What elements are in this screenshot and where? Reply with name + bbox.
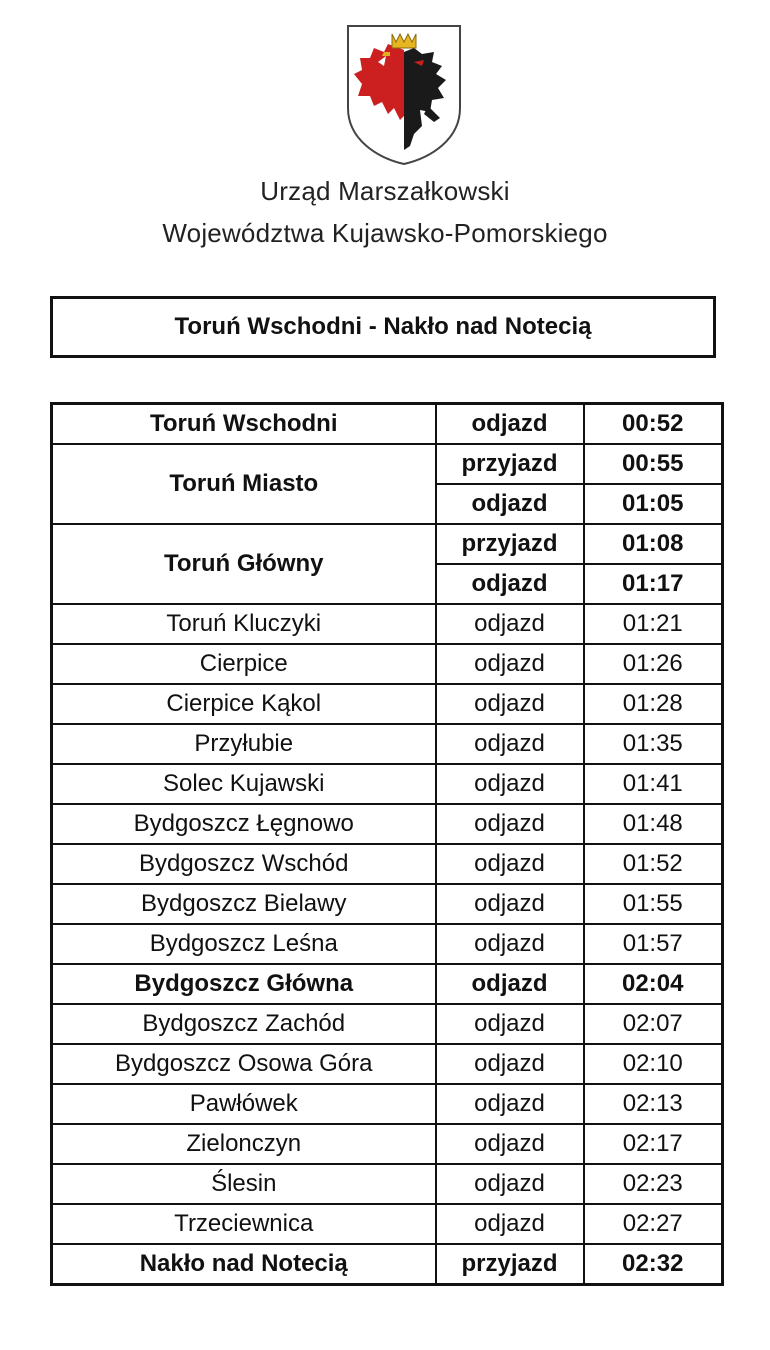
station-name: Toruń Główny: [52, 524, 436, 604]
office-name-line1: Urząd Marszałkowski: [260, 176, 510, 206]
table-row: [52, 1244, 723, 1285]
event-type: odjazd: [436, 924, 584, 964]
event-time: 02:10: [584, 1044, 723, 1084]
station-name: Bydgoszcz Bielawy: [52, 884, 436, 924]
event-type: odjazd: [436, 684, 584, 724]
station-name: Zielonczyn: [52, 1124, 436, 1164]
timetable: [50, 402, 724, 1286]
event-type: odjazd: [436, 1084, 584, 1124]
table-row: [52, 804, 723, 844]
station-name: Ślesin: [52, 1164, 436, 1204]
table-row: [52, 604, 723, 644]
event-time: 02:23: [584, 1164, 723, 1204]
station-name: Cierpice Kąkol: [52, 684, 436, 724]
station-name: Bydgoszcz Wschód: [52, 844, 436, 884]
event-type: odjazd: [436, 644, 584, 684]
event-time: 01:41: [584, 764, 723, 804]
station-name: Toruń Miasto: [52, 444, 436, 524]
kujawsko-pomorskie-coat-of-arms-icon: [344, 22, 464, 168]
event-time: 01:17: [584, 564, 723, 604]
event-type: odjazd: [436, 724, 584, 764]
table-row: [52, 1204, 723, 1244]
event-time: 02:13: [584, 1084, 723, 1124]
event-time: 02:27: [584, 1204, 723, 1244]
event-type: przyjazd: [436, 524, 584, 564]
event-time: 01:57: [584, 924, 723, 964]
station-name: Pawłówek: [52, 1084, 436, 1124]
table-row: [52, 644, 723, 684]
route-title-box: [50, 296, 716, 358]
table-row: [52, 444, 723, 484]
event-type: przyjazd: [436, 444, 584, 484]
table-row: [52, 924, 723, 964]
event-type: odjazd: [436, 604, 584, 644]
event-type: odjazd: [436, 484, 584, 524]
timetable-body: [52, 404, 723, 1285]
event-type: odjazd: [436, 804, 584, 844]
table-row: [52, 1164, 723, 1204]
event-time: 01:55: [584, 884, 723, 924]
table-row: [52, 1124, 723, 1164]
office-name-line2: Województwa Kujawsko-Pomorskiego: [162, 218, 608, 248]
event-time: 00:52: [584, 404, 723, 445]
event-type: odjazd: [436, 1004, 584, 1044]
event-type: odjazd: [436, 964, 584, 1004]
station-name: Trzeciewnica: [52, 1204, 436, 1244]
event-time: 01:28: [584, 684, 723, 724]
table-row: [52, 764, 723, 804]
station-name: Bydgoszcz Osowa Góra: [52, 1044, 436, 1084]
event-time: 01:21: [584, 604, 723, 644]
station-name: Cierpice: [52, 644, 436, 684]
event-type: odjazd: [436, 1124, 584, 1164]
event-time: 02:32: [584, 1244, 723, 1285]
event-type: odjazd: [436, 1204, 584, 1244]
event-time: 01:05: [584, 484, 723, 524]
event-time: 01:48: [584, 804, 723, 844]
table-row: [52, 404, 723, 445]
event-type: odjazd: [436, 564, 584, 604]
event-time: 02:17: [584, 1124, 723, 1164]
table-row: [52, 524, 723, 564]
table-row: [52, 1004, 723, 1044]
event-time: 02:04: [584, 964, 723, 1004]
event-type: odjazd: [436, 1044, 584, 1084]
station-name: Solec Kujawski: [52, 764, 436, 804]
station-name: Bydgoszcz Leśna: [52, 924, 436, 964]
station-name: Toruń Wschodni: [52, 404, 436, 445]
station-name: Bydgoszcz Zachód: [52, 1004, 436, 1044]
event-time: 01:52: [584, 844, 723, 884]
station-name: Przyłubie: [52, 724, 436, 764]
table-row: [52, 884, 723, 924]
table-row: [52, 1084, 723, 1124]
table-row: [52, 724, 723, 764]
event-type: odjazd: [436, 844, 584, 884]
station-name: Bydgoszcz Łęgnowo: [52, 804, 436, 844]
event-type: odjazd: [436, 404, 584, 445]
event-type: przyjazd: [436, 1244, 584, 1285]
station-name: Nakło nad Notecią: [52, 1244, 436, 1285]
event-time: 00:55: [584, 444, 723, 484]
event-type: odjazd: [436, 1164, 584, 1204]
route-title: Toruń Wschodni - Nakło nad Notecią: [174, 313, 592, 340]
table-row: [52, 1044, 723, 1084]
event-time: 02:07: [584, 1004, 723, 1044]
table-row: [52, 964, 723, 1004]
event-time: 01:35: [584, 724, 723, 764]
table-row: [52, 684, 723, 724]
station-name: Toruń Kluczyki: [52, 604, 436, 644]
event-time: 01:08: [584, 524, 723, 564]
table-row: [52, 844, 723, 884]
event-type: odjazd: [436, 884, 584, 924]
station-name: Bydgoszcz Główna: [52, 964, 436, 1004]
event-type: odjazd: [436, 764, 584, 804]
event-time: 01:26: [584, 644, 723, 684]
